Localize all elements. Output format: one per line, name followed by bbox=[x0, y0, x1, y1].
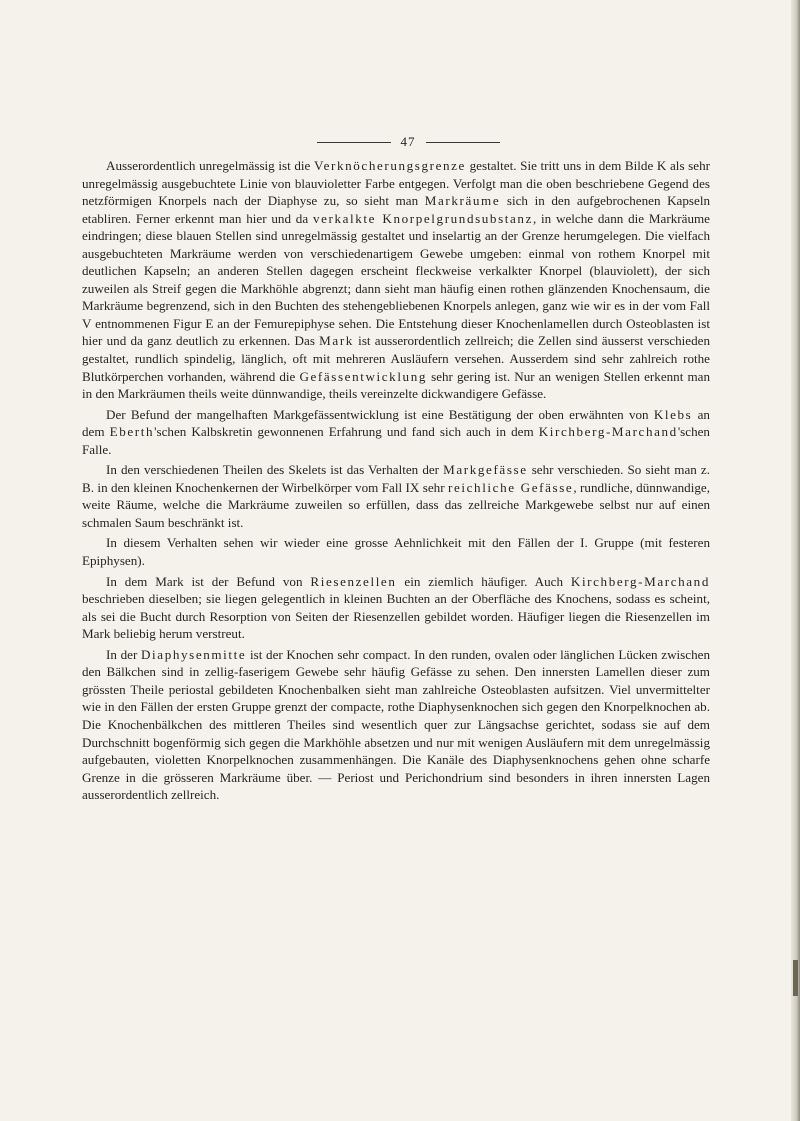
header-rule-left bbox=[317, 142, 391, 143]
text-run: In dem Mark ist der Befund von bbox=[106, 573, 311, 589]
text-run: Der Befund der mangelhaften Markgefässentwicklung ist eine Bestätigung der oben erwähnten von bbox=[106, 406, 654, 422]
text-run: sehr verschieden. So sieht man z. B. in den kleinen Knochenkernen der Wirbelkörper vom Fall IX sehr bbox=[82, 462, 710, 495]
spaced-term: Riesenzellen bbox=[310, 573, 397, 589]
text-run: In diesem Verhalten sehen wir wieder eine grosse Aehnlichkeit mit den Fällen der I. Gruppe (mit festeren Epiphysen). bbox=[82, 535, 710, 569]
text-run: ein ziemlich häufiger. Auch bbox=[396, 573, 571, 589]
spaced-term: Verknöcherungsgrenze bbox=[314, 158, 466, 173]
spaced-term: Diaphysenmitte bbox=[140, 646, 247, 662]
text-run: ist der Knochen sehr compact. In den runden, ovalen oder länglichen Lücken zwischen den Bälkchen sind in zellig-faserigem Gewebe sehr häufig Gefässe zu sehen. Den innersten Lamellen dieser zum grössten Theile periostal gebildeten Knochenbalken sieht man zahlreiche Osteoblasten aufsitzen. Viel unvermittelter wie in den Fällen der ersten Gruppe grenzt der compacte, rothe Diaphysenknochen sich gegen den Knorpelknochen ab. Die Knochenbälkchen des mittleren Theiles sind wesentlich quer zur Längsachse gerichtet, sodass sie auf dem Durchschnitt bogenförmig sich gegen die Markhöhle absetzen und nur mit wenigen Ausläufern mit dem unregelmässig aufgebauten, violetten Knorpelknochen zusammenhängen. Die Kanäle des Diaphysenknochens gehen ohne scharfe Grenze in die grösseren Markräume über. — Periost und Perichondrium sind besonders in ihren innersten Lagen ausserordentlich zellreich. bbox=[82, 646, 710, 803]
text-run: 'schen Kalbskretin gewonnenen Erfahrung und fand sich auch in dem bbox=[154, 424, 539, 440]
spaced-term: reichliche Gefässe bbox=[448, 479, 574, 495]
paragraph bbox=[82, 573, 710, 643]
text-run: gestaltet. Sie tritt uns in dem Bilde K als sehr unregelmässig ausgebuchtete Linie von blauvioletter Farbe entgegen. Verfolgt man die oben beschriebene Gegend des netzförmigen Knorpels nach der Diaphyse zu, so sieht man bbox=[82, 158, 710, 209]
text-run: 'schen Falle. bbox=[82, 424, 710, 457]
paragraph bbox=[82, 406, 710, 459]
page-edge-mark bbox=[793, 960, 798, 996]
page-edge bbox=[791, 0, 800, 1121]
spaced-term: Gefässentwicklung bbox=[299, 368, 427, 384]
text-run: Ausserordentlich unregelmässig ist die bbox=[106, 158, 314, 173]
text-run: In der bbox=[106, 646, 141, 662]
paragraph bbox=[82, 534, 710, 569]
spaced-term: Markgefässe bbox=[443, 462, 528, 478]
spaced-term: Mark bbox=[319, 333, 354, 349]
spaced-term: Klebs bbox=[653, 406, 693, 422]
text-run: , in welche dann die Markräume eindringen; diese blauen Stellen sind unregelmässig gestaltet und inselartig an der Grenze herumgelegen. Die vielfach ausgebuchteten Markräume werden von verschiedenartigem Gewebe umgeben: einmal von rothem Knorpel mit deutlichen Kapseln; an anderen Stellen dagegen erscheint fleckweise verkalkter Knorpel (blauviolett), der sich zuweilen als Streif gegen die Markhöhle abgrenzt; dann sieht man häufig einen rothen glänzenden Knochensaum, die Markräume begrenzend, sich in den Buchten des stehengebliebenen Knorpels anlegen, ganz wie wir es in der vom Fall V entnommenen Figur E an der Femurepiphyse sehen. Die Entstehung dieser Knochenlamellen durch Osteoblasten ist hier und da ganz deutlich zu erkennen. Das bbox=[82, 210, 710, 349]
text-run: ist ausserordentlich zellreich; die Zellen sind äusserst verschieden gestaltet, rundlich spindelig, länglich, oft mit mehreren Ausläufern versehen. Ausserdem sind sehr zahlreich rothe Blutkörperchen vorhanden, während die bbox=[82, 333, 711, 384]
spaced-term: Markräume bbox=[424, 193, 501, 209]
text-run: an dem bbox=[82, 406, 710, 440]
text-run: In den verschiedenen Theilen des Skelets ist das Verhalten der bbox=[106, 462, 444, 478]
paragraph bbox=[82, 646, 710, 804]
paragraph bbox=[82, 157, 710, 403]
spaced-term: verkalkte Knorpelgrundsubstanz bbox=[312, 210, 533, 226]
spaced-term: Eberth bbox=[109, 424, 155, 440]
page-number: 47 bbox=[400, 134, 416, 149]
text-run: sich in den aufgebrochenen Kapseln etabliren. Ferner erkennt man hier und da bbox=[82, 193, 711, 226]
body-text bbox=[82, 157, 710, 807]
spaced-term: Kirchberg-Marchand bbox=[538, 424, 678, 440]
page-header bbox=[258, 133, 558, 151]
text-run: sehr gering ist. Nur an wenigen Stellen erkennt man in den Markräumen theils weite dünnwandige, theils vereinzelte dickwandigere Gefässe. bbox=[82, 368, 710, 402]
paragraph bbox=[82, 461, 710, 531]
text-run: beschrieben dieselben; sie liegen gelegentlich in kleinen Buchten an der Oberfläche des Knochens, sodass es scheint, als sei die Bucht durch Resorption von Seiten der Riesenzellen gebildet worden. Häufiger liegen die Riesenzellen im Mark beliebig herum verstreut. bbox=[82, 591, 710, 642]
spaced-term: Kirchberg-Marchand bbox=[570, 573, 710, 589]
header-rule-right bbox=[426, 142, 500, 143]
text-run: , rundliche, dünnwandige, weite Räume, welche die Markräume zuweilen so erfüllen, dass das zellreiche Markgewebe selbst nur auf einen schmalen Saum beschränkt ist. bbox=[82, 479, 710, 530]
